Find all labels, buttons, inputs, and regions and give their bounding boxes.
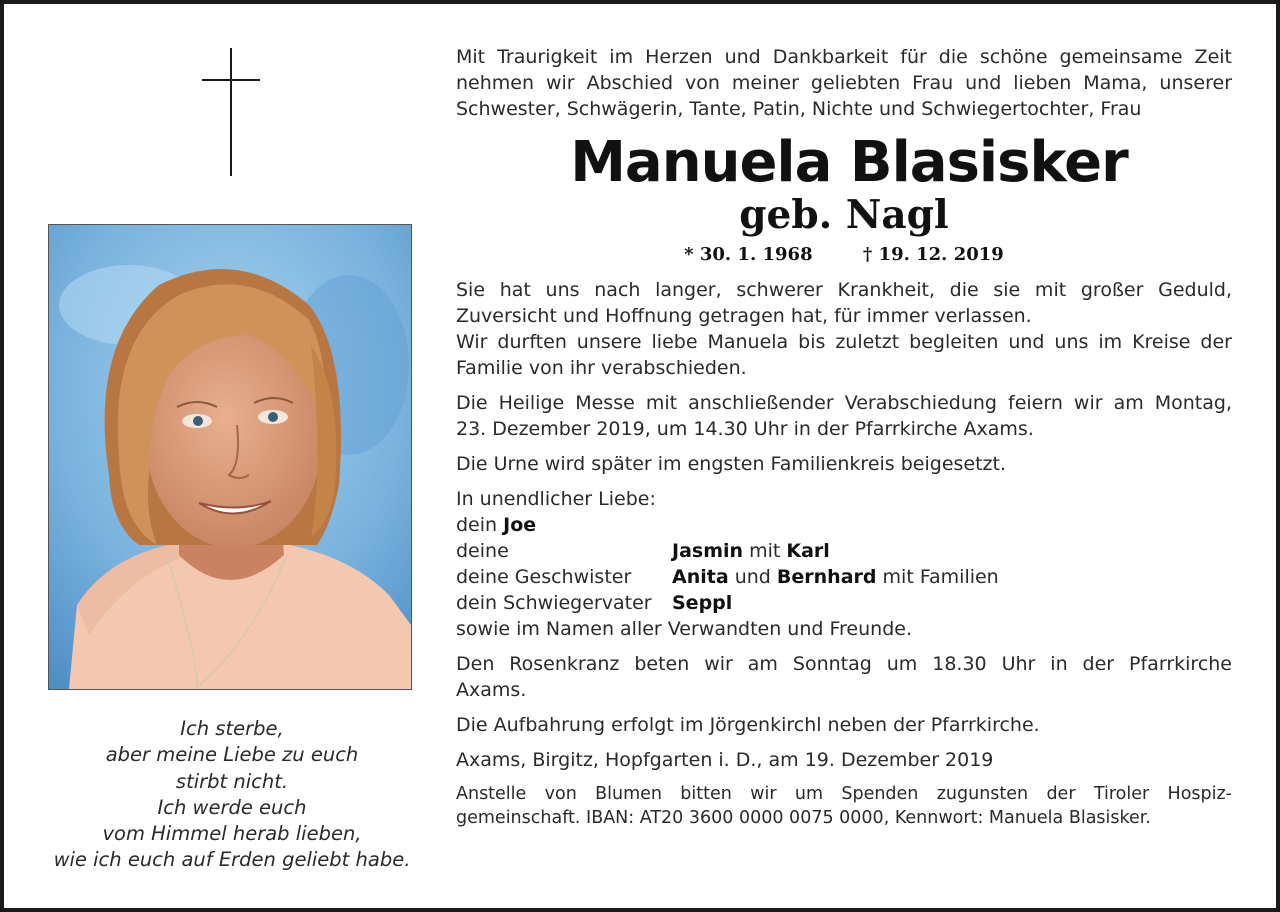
poem-line: wie ich euch auf Erden geliebt habe. [53, 848, 411, 872]
text-line: Die Heilige Messe mit anschließender Verabschiedung feiern wir am Montag, [456, 392, 1232, 414]
relative-name: Bernhard [776, 566, 877, 588]
urn-paragraph: Die Urne wird später im engsten Familienkreis beigesetzt. [456, 453, 1007, 475]
text-line: Anstelle von Blumen bitten wir um Spenden zugunsten der Tiroler Hospiz- [456, 784, 1232, 804]
relative-children [456, 538, 1232, 564]
relative-name: Karl [786, 540, 830, 562]
life-dates [456, 242, 1232, 268]
intro-line: Schwester, Schwägerin, Tante, Patin, Nichte und Schwiegertochter, Frau [456, 98, 1142, 120]
relative-label: deine [456, 540, 509, 562]
text-line: Zuversicht und Hoffnung getragen hat, für immer verlassen. [456, 305, 1032, 327]
intro-text [456, 44, 1232, 122]
poem [34, 716, 430, 874]
text-line: Den Rosenkranz beten wir am Sonntag um 18.30 Uhr in der Pfarrkirche [456, 653, 1232, 675]
rosary-paragraph [456, 651, 1232, 703]
relatives-others: sowie im Namen aller Verwandten und Freunde. [456, 618, 912, 640]
poem-line: aber meine Liebe zu euch [105, 743, 359, 767]
laying-out-paragraph: Die Aufbahrung erfolgt im Jörgenkirchl neben der Pfarrkirche. [456, 714, 1040, 736]
intro-line: Mit Traurigkeit im Herzen und Dankbarkeit für die schöne gemeinsame Zeit [456, 46, 1232, 68]
relative-label: dein [456, 514, 498, 536]
text-line: gemeinschaft. IBAN: AT20 3600 0000 0075 0000, Kennwort: Manuela Blasisker. [456, 808, 1151, 828]
relative-siblings [456, 564, 1232, 590]
relative-name: Jasmin [672, 540, 744, 562]
text-line: Familie von ihr verabschieden. [456, 357, 747, 379]
relative-suffix: mit Familien [882, 566, 999, 588]
text-line: Axams. [456, 679, 527, 701]
love-heading: In unendlicher Liebe: [456, 488, 656, 510]
relative-joiner: und [734, 566, 771, 588]
portrait-photo [48, 224, 412, 690]
text-line: Wir durften unsere liebe Manuela bis zuletzt begleiten und uns im Kreise der [456, 331, 1232, 353]
place-date: Axams, Birgitz, Hopfgarten i. D., am 19. Dezember 2019 [456, 749, 994, 771]
text-line: Sie hat uns nach langer, schwerer Krankheit, die sie mit großer Geduld, [456, 279, 1232, 301]
birth-date: * 30. 1. 1968 [684, 244, 813, 265]
poem-line: Ich sterbe, [180, 717, 284, 740]
intro-line: nehmen wir Abschied von meiner geliebten Frau und lieben Mama, unserer [456, 72, 1232, 94]
cross-icon [202, 48, 262, 178]
illness-paragraph [456, 277, 1232, 381]
text-line: 23. Dezember 2019, um 14.30 Uhr in der Pfarrkirche Axams. [456, 418, 1034, 440]
deceased-name: Manuela Blasisker [570, 130, 1128, 195]
relative-name: Joe [503, 514, 537, 536]
relative-father-in-law [456, 590, 1232, 616]
relatives-list [456, 512, 1232, 642]
relative-joiner: mit [749, 540, 781, 562]
relative-label: deine Geschwister [456, 566, 632, 588]
relative-name: Anita [672, 566, 729, 588]
mass-paragraph [456, 390, 1232, 442]
poem-line: Ich werde euch [157, 795, 307, 819]
donation-paragraph [456, 782, 1232, 830]
poem-line: vom Himmel herab lieben, [102, 822, 362, 846]
maiden-name: geb. Nagl [739, 192, 949, 238]
death-date: † 19. 12. 2019 [862, 244, 1004, 265]
relative-label: dein Schwiegervater [456, 592, 652, 614]
poem-line: stirbt nicht. [175, 769, 289, 793]
notice-text [456, 44, 1232, 830]
relative-husband [456, 512, 1232, 538]
relative-name: Seppl [672, 592, 733, 614]
